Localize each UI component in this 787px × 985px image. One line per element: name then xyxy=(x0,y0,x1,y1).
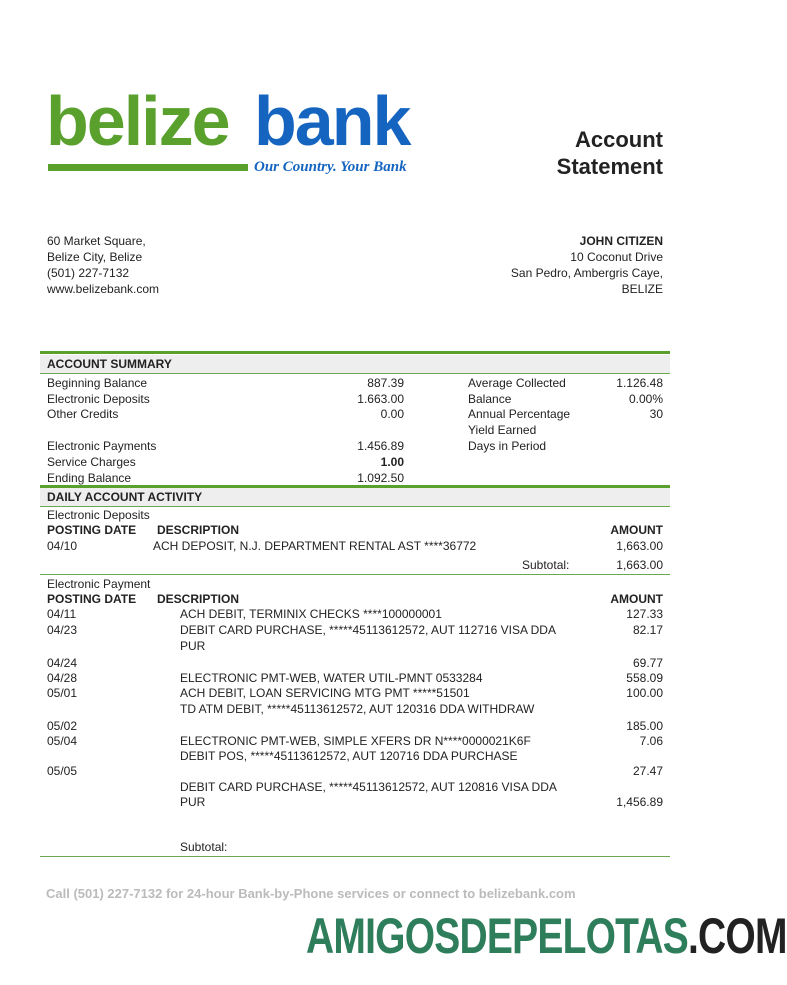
col-posting-date: POSTING DATE xyxy=(47,523,137,537)
summary-label: Balance xyxy=(468,392,512,406)
customer-name: JOHN CITIZEN xyxy=(579,234,663,248)
payment-amount: 127.33 xyxy=(626,607,663,621)
payment-amount: 1,456.89 xyxy=(616,795,663,809)
col-amount: AMOUNT xyxy=(610,592,663,606)
deposit-date: 04/10 xyxy=(47,539,78,553)
summary-label: Electronic Deposits xyxy=(47,392,150,406)
customer-address xyxy=(511,233,663,297)
payment-description: DEBIT CARD PURCHASE, *****45113612572, AUT 112716 VISA DDA xyxy=(180,623,556,637)
col-posting-date: POSTING DATE xyxy=(47,592,137,606)
divider xyxy=(40,351,670,354)
watermark xyxy=(306,910,787,962)
payment-amount: 7.06 xyxy=(639,734,663,748)
summary-label: Beginning Balance xyxy=(47,376,148,390)
summary-value: 887.39 xyxy=(367,376,404,390)
daily-activity-heading: DAILY ACCOUNT ACTIVITY xyxy=(40,488,670,506)
address-line: 60 Market Square, xyxy=(47,234,146,248)
summary-value: 30 xyxy=(649,407,663,421)
payment-amount: 100.00 xyxy=(626,686,663,700)
col-amount: AMOUNT xyxy=(610,523,663,537)
summary-label: Yield Earned xyxy=(468,423,537,437)
payments-title: Electronic Payment xyxy=(47,577,151,591)
summary-label: Annual Percentage xyxy=(468,407,571,421)
logo-bank: bank xyxy=(254,82,410,160)
address-line: Belize City, Belize xyxy=(47,250,143,264)
divider xyxy=(40,856,670,857)
payment-description: ELECTRONIC PMT-WEB, WATER UTIL-PMNT 0533284 xyxy=(180,671,483,685)
summary-value: 1.126.48 xyxy=(616,376,663,390)
summary-label: Electronic Payments xyxy=(47,439,157,453)
col-description: DESCRIPTION xyxy=(157,592,240,606)
divider xyxy=(40,373,670,374)
payment-date: 04/23 xyxy=(47,623,78,637)
summary-value: 1.456.89 xyxy=(357,439,404,453)
logo-tagline: Our Country. Your Bank xyxy=(254,159,407,175)
payment-description: DEBIT POS, *****45113612572, AUT 120716 DDA PURCHASE xyxy=(180,749,518,763)
address-line: San Pedro, Ambergris Caye, xyxy=(510,266,663,280)
payment-description: PUR xyxy=(180,639,206,653)
payments-subtotal-label: Subtotal: xyxy=(180,840,228,854)
payment-date: 05/01 xyxy=(47,686,78,700)
payment-date: 04/11 xyxy=(47,607,77,621)
deposit-amount: 1,663.00 xyxy=(616,539,663,553)
address-line: (501) 227-7132 xyxy=(47,266,130,280)
footer-text: Call (501) 227-7132 for 24-hour Bank-by-Phone services or connect to belizebank.com xyxy=(46,886,576,901)
logo-underline xyxy=(48,164,248,171)
summary-label: Days in Period xyxy=(468,439,547,453)
payment-description: TD ATM DEBIT, *****45113612572, AUT 120316 DDA WITHDRAW xyxy=(180,702,535,716)
payment-description: ACH DEBIT, LOAN SERVICING MTG PMT *****51501 xyxy=(180,686,470,700)
summary-label: Ending Balance xyxy=(47,471,132,485)
deposits-subtotal: 1,663.00 xyxy=(616,558,663,572)
payment-date: 04/24 xyxy=(47,656,78,670)
col-description: DESCRIPTION xyxy=(157,523,240,537)
payment-amount: 82.17 xyxy=(632,623,663,637)
summary-label: Other Credits xyxy=(47,407,119,421)
payment-description: ACH DEBIT, TERMINIX CHECKS ****100000001 xyxy=(180,607,442,621)
payment-date: 05/05 xyxy=(47,764,78,778)
watermark-part1: AMIGOSDEPELOTAS xyxy=(306,908,688,964)
address-line: 10 Coconut Drive xyxy=(570,250,663,264)
watermark-part2: .COM xyxy=(687,908,787,964)
divider xyxy=(40,574,670,575)
account-summary-heading: ACCOUNT SUMMARY xyxy=(40,355,670,373)
payment-description: PUR xyxy=(180,795,206,809)
payment-date: 04/28 xyxy=(47,671,78,685)
document-title xyxy=(557,126,663,180)
payment-amount: 27.47 xyxy=(632,764,663,778)
deposit-description: ACH DEPOSIT, N.J. DEPARTMENT RENTAL AST ****36772 xyxy=(153,539,477,553)
payment-amount: 69.77 xyxy=(632,656,663,670)
payment-date: 05/02 xyxy=(47,719,78,733)
bank-address xyxy=(47,233,159,297)
summary-value: 1.00 xyxy=(380,455,404,469)
summary-value: 0.00% xyxy=(628,392,663,406)
address-line: BELIZE xyxy=(621,282,663,296)
divider xyxy=(40,506,670,507)
payment-amount: 185.00 xyxy=(626,719,663,733)
summary-value: 0.00 xyxy=(380,407,404,421)
payment-description: DEBIT CARD PURCHASE, *****45113612572, AUT 120816 VISA DDA xyxy=(180,780,557,794)
deposits-subtotal-label: Subtotal: xyxy=(522,558,570,572)
payment-amount: 558.09 xyxy=(626,671,663,685)
address-line: www.belizebank.com xyxy=(47,282,160,296)
title-line: Account xyxy=(575,127,663,152)
title-line: Statement xyxy=(556,154,663,179)
summary-value: 1.092.50 xyxy=(357,471,404,485)
summary-label: Service Charges xyxy=(47,455,136,469)
deposits-title: Electronic Deposits xyxy=(47,508,150,522)
logo-belize: belize xyxy=(46,82,229,160)
payment-date: 05/04 xyxy=(47,734,78,748)
summary-value: 1.663.00 xyxy=(357,392,404,406)
payment-description: ELECTRONIC PMT-WEB, SIMPLE XFERS DR N****0000021K6F xyxy=(180,734,531,748)
summary-label: Average Collected xyxy=(468,376,566,390)
